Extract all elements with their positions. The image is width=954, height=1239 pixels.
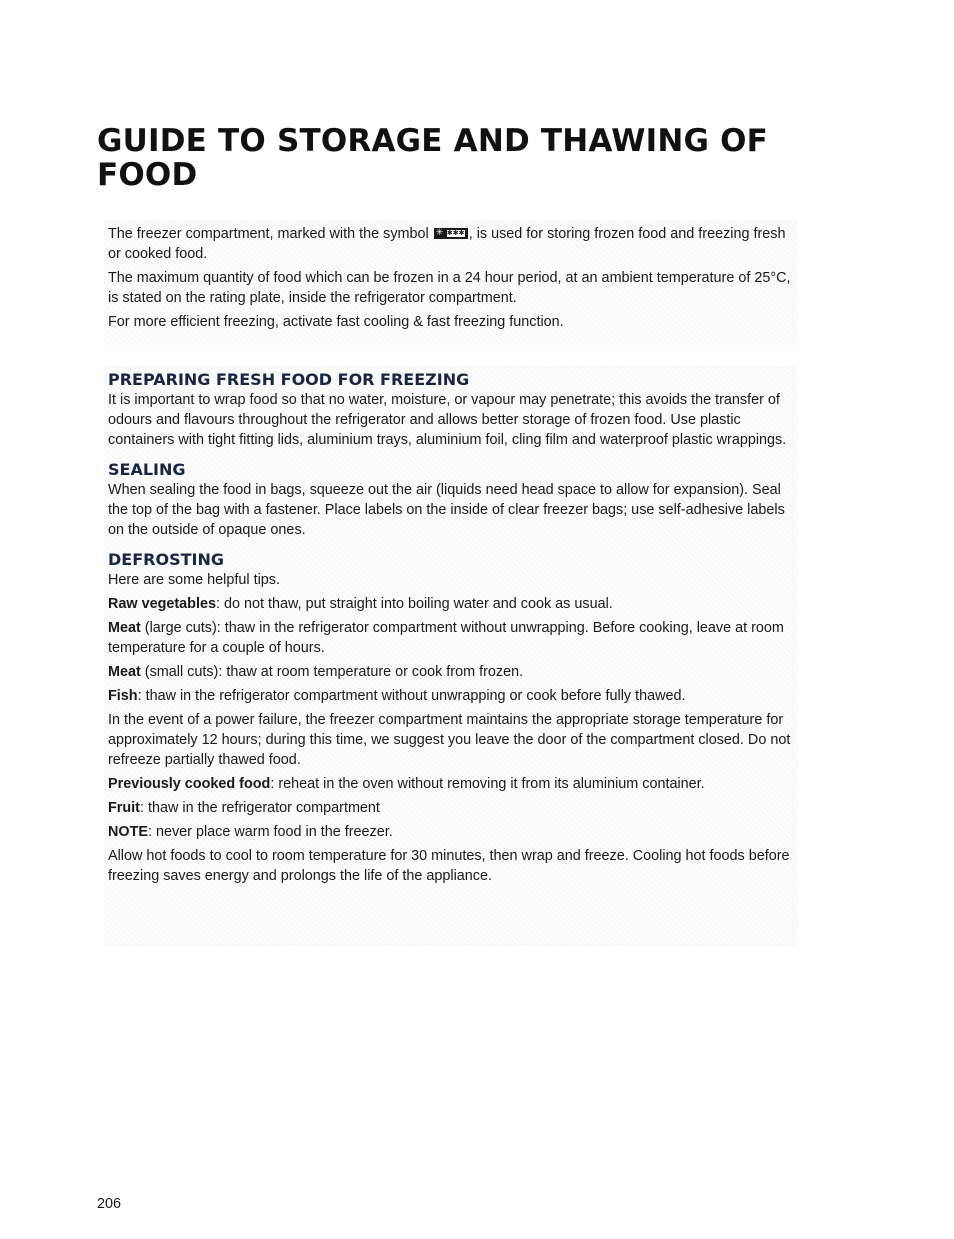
tip-fruit bbox=[108, 798, 798, 818]
note-label: NOTE bbox=[108, 824, 148, 840]
tip-meat-small bbox=[108, 662, 798, 682]
tip-label: Fruit bbox=[108, 800, 140, 816]
intro-section bbox=[104, 220, 798, 345]
intro-text-after-symbol: , is used for storing frozen food and freezing fresh or cooked food. bbox=[108, 226, 786, 262]
note bbox=[108, 822, 798, 842]
instructions-section bbox=[104, 366, 798, 946]
tip-raw-vegetables bbox=[108, 594, 798, 614]
tip-fish bbox=[108, 686, 798, 706]
intro-text-before-symbol: The freezer compartment, marked with the symbol bbox=[108, 226, 429, 242]
tip-text: : reheat in the oven without removing it from its aluminium container. bbox=[270, 776, 705, 792]
preparing-text: It is important to wrap food so that no water, moisture, or vapour may penetrate; this avoids the transfer of odours and flavours throughout the refrigerator and allows better storage of frozen food. Use plastic containers with tight fitting lids, aluminium trays, aluminium foil, cling film and waterproof plastic wrappings. bbox=[108, 392, 787, 448]
freezer-star-symbol-icon: ✳ ✱✱✱ bbox=[434, 228, 468, 239]
intro-paragraph-2: The maximum quantity of food which can be frozen in a 24 hour period, at an ambient temperature of 25°C, is stated on the rating plate, inside the refrigerator compartment. bbox=[108, 270, 791, 306]
tip-text: : do not thaw, put straight into boiling water and cook as usual. bbox=[215, 596, 613, 612]
power-failure-text: In the event of a power failure, the freezer compartment maintains the appropriate storage temperature for approximately 12 hours; during this time, we suggest you leave the door of the compartment closed. Do not refreeze partially thawed food. bbox=[108, 712, 791, 768]
intro-paragraph-1 bbox=[108, 224, 798, 264]
sealing-heading: SEALING bbox=[108, 460, 186, 479]
note-text: : never place warm food in the freezer. bbox=[147, 824, 393, 840]
tip-text: (small cuts): thaw at room temperature or cook from frozen. bbox=[140, 664, 524, 680]
sealing-text: When sealing the food in bags, squeeze out the air (liquids need head space to allow for expansion). Seal the top of the bag with a fastener. Place labels on the inside of clear freezer bags; use self-adhesive labels on the outside of opaque ones. bbox=[108, 482, 785, 538]
page-title: GUIDE TO STORAGE AND THAWING OF FOOD bbox=[97, 123, 769, 193]
tip-label: Meat bbox=[108, 664, 141, 680]
defrosting-tips: Here are some helpful tips. bbox=[108, 572, 280, 588]
tip-label: Raw vegetables bbox=[108, 596, 216, 612]
tip-label: Fish bbox=[108, 688, 138, 704]
tip-previously-cooked bbox=[108, 774, 798, 794]
intro-paragraph-3: For more efficient freezing, activate fast cooling & fast freezing function. bbox=[108, 314, 564, 330]
defrosting-heading: DEFROSTING bbox=[108, 550, 224, 569]
tip-text: : thaw in the refrigerator compartment bbox=[139, 800, 380, 816]
tip-label: Previously cooked food bbox=[108, 776, 271, 792]
page-number: 206 bbox=[97, 1196, 122, 1212]
hot-foods-text: Allow hot foods to cool to room temperature for 30 minutes, then wrap and freeze. Cooling hot foods before freezing saves energy and prolongs the life of the appliance. bbox=[108, 848, 790, 884]
tip-meat-large bbox=[108, 618, 798, 658]
preparing-heading: PREPARING FRESH FOOD FOR FREEZING bbox=[108, 370, 470, 389]
tip-label: Meat bbox=[108, 620, 141, 636]
tip-text: : thaw in the refrigerator compartment without unwrapping or cook before fully thawed. bbox=[137, 688, 686, 704]
tip-text: (large cuts): thaw in the refrigerator compartment without unwrapping. Before cooking, leave at room temperature for a couple of hours. bbox=[108, 620, 784, 656]
